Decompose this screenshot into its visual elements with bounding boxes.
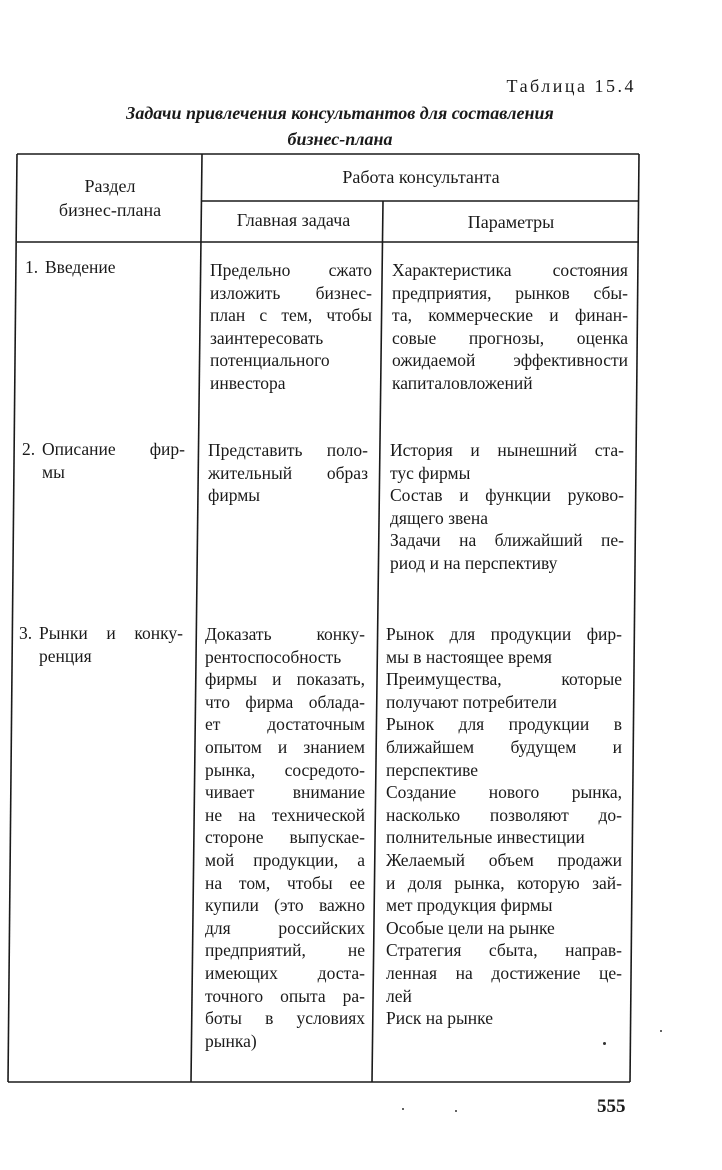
table-cell-line: стороне выпускае- <box>205 827 365 848</box>
row-number: 2. <box>22 439 36 459</box>
print-speck <box>402 1108 404 1110</box>
table-cell-line: фирмы <box>208 485 261 506</box>
table-cell-line: ленная на достижение це- <box>386 962 622 983</box>
table-title-line: Задачи привлечения консультантов для составления <box>126 103 554 123</box>
table-cell-line: Представить поло- <box>208 440 368 460</box>
table-cell-line: Задачи на ближайший пе- <box>390 530 624 551</box>
table-title <box>60 100 620 152</box>
table-cell-line: предприятия, рынков сбы- <box>392 282 628 303</box>
header-section-line: бизнес-плана <box>58 200 162 220</box>
section-name: мы <box>42 461 65 482</box>
table-right-border <box>630 154 639 1082</box>
table-cell-line: тус фирмы <box>390 462 471 483</box>
table-cell-line: план с тем, чтобы <box>210 305 372 326</box>
table-cell-line: получают потребители <box>386 691 557 712</box>
table-cell-line: что фирма облада- <box>205 691 365 712</box>
print-speck <box>660 1030 662 1032</box>
table-cell-line: ет достаточным <box>205 714 365 735</box>
table-cell-line: Рынок для продукции фир- <box>386 624 622 644</box>
table-cell-line: не на технической <box>205 804 365 825</box>
table-cell-line: изложить бизнес- <box>210 282 372 303</box>
table-cell-line: боты в условиях <box>205 1008 365 1029</box>
table-cell-line <box>19 622 183 645</box>
table-cell-line: на том, чтобы ее <box>205 872 365 893</box>
table-cell-line: совые прогнозы, оценка <box>392 327 628 348</box>
print-speck <box>455 1110 457 1112</box>
table-cell-line: Предельно сжато <box>210 260 372 280</box>
header-section-line: Раздел <box>84 176 136 196</box>
table-cell-line: предприятий, не <box>205 940 365 961</box>
row-1-section <box>25 256 185 279</box>
row-number: 1. <box>25 257 39 277</box>
table-cell-line: фирмы и показать, <box>205 669 365 690</box>
table-cell-line: перспективе <box>386 759 478 780</box>
table-cell-line: потенциального <box>210 350 330 371</box>
table-cell-line: купили (это важно <box>205 895 365 916</box>
table-cell-line: История и нынешний ста- <box>390 440 624 460</box>
table-cell-line: Особые цели на рынке <box>386 917 555 938</box>
table-cell-line: риод и на перспективу <box>390 552 558 573</box>
table-cell-line: Характеристика состояния <box>392 260 628 280</box>
section-name: Введение <box>45 257 116 277</box>
table-cell-line: капиталовложений <box>392 372 533 393</box>
header-consultant-work: Работа консультанта <box>342 167 500 187</box>
table-cell-line: Доказать конку- <box>205 624 365 644</box>
table-cell-line <box>22 438 185 461</box>
table-cell-line: опытом и знанием <box>205 736 365 757</box>
table-cell-line: мы в настоящее время <box>386 646 552 667</box>
table-cell-line: для российских <box>205 917 365 938</box>
header-section <box>22 174 198 222</box>
table-cell-line: инвестора <box>210 372 286 393</box>
row-3-section <box>19 622 183 667</box>
table-cell-line: Стратегия сбыта, направ- <box>386 940 622 961</box>
table-cell-line: та, коммерческие и финан- <box>392 305 628 326</box>
row-2-parameters <box>390 439 624 575</box>
table-column-divider-1 <box>191 154 202 1082</box>
header-parameters: Параметры <box>467 212 555 232</box>
table-left-border <box>8 154 17 1082</box>
row-1-parameters <box>392 259 628 395</box>
table-cell-line: ожидаемой эффективности <box>392 350 628 371</box>
table-cell-line: лей <box>386 985 412 1006</box>
table-cell-line: дящего звена <box>390 507 489 528</box>
table-cell-line: мет продукция фирмы <box>386 895 553 916</box>
section-name: Рынки и конку- <box>39 623 183 643</box>
table-cell-line: и доля рынка, которую зай- <box>386 872 622 893</box>
header-main-task: Главная задача <box>236 210 351 230</box>
row-3-parameters <box>386 623 622 1030</box>
table-cell-line: полнительные инвестиции <box>386 827 585 848</box>
page-number: 555 <box>597 1096 626 1117</box>
row-1-task <box>210 259 372 395</box>
table-title-line: бизнес-плана <box>287 129 393 149</box>
table-number: Таблица 15.4 <box>506 76 636 96</box>
table-cell-line: рентоспособность <box>205 646 342 667</box>
table-cell-line: рынка) <box>205 1030 257 1051</box>
table-cell-line: Желаемый объем продажи <box>386 849 622 870</box>
table-cell-line: имеющих доста- <box>205 962 365 983</box>
table-cell-line: мой продукции, а <box>205 849 365 870</box>
row-2-task <box>208 439 368 507</box>
table-cell-line: чивает внимание <box>205 782 365 803</box>
table-cell-line <box>25 256 185 279</box>
table-cell-line: Создание нового рынка, <box>386 782 622 803</box>
table-cell-line: точного опыта ра- <box>205 985 365 1006</box>
table-cell-line: ближайшем будущем и <box>386 736 622 757</box>
table-cell-line: Рынок для продукции в <box>386 714 622 735</box>
section-name: Описание фир- <box>42 439 185 459</box>
table-cell-line: Риск на рынке <box>386 1008 493 1029</box>
table-cell-line: Преимущества, которые <box>386 669 622 690</box>
print-speck <box>603 1042 606 1045</box>
table-cell-line: насколько позволяют до- <box>386 804 622 825</box>
row-2-section <box>22 438 185 483</box>
table-column-divider-2 <box>372 201 383 1082</box>
table-cell-line: жительный образ <box>208 462 368 483</box>
row-3-task <box>205 623 365 1052</box>
table-cell-line: Состав и функции руково- <box>390 485 624 506</box>
section-name: ренция <box>39 645 92 666</box>
table-cell-line: рынка, сосредото- <box>205 759 365 780</box>
row-number: 3. <box>19 623 33 643</box>
table-cell-line: заинтересовать <box>210 327 324 348</box>
